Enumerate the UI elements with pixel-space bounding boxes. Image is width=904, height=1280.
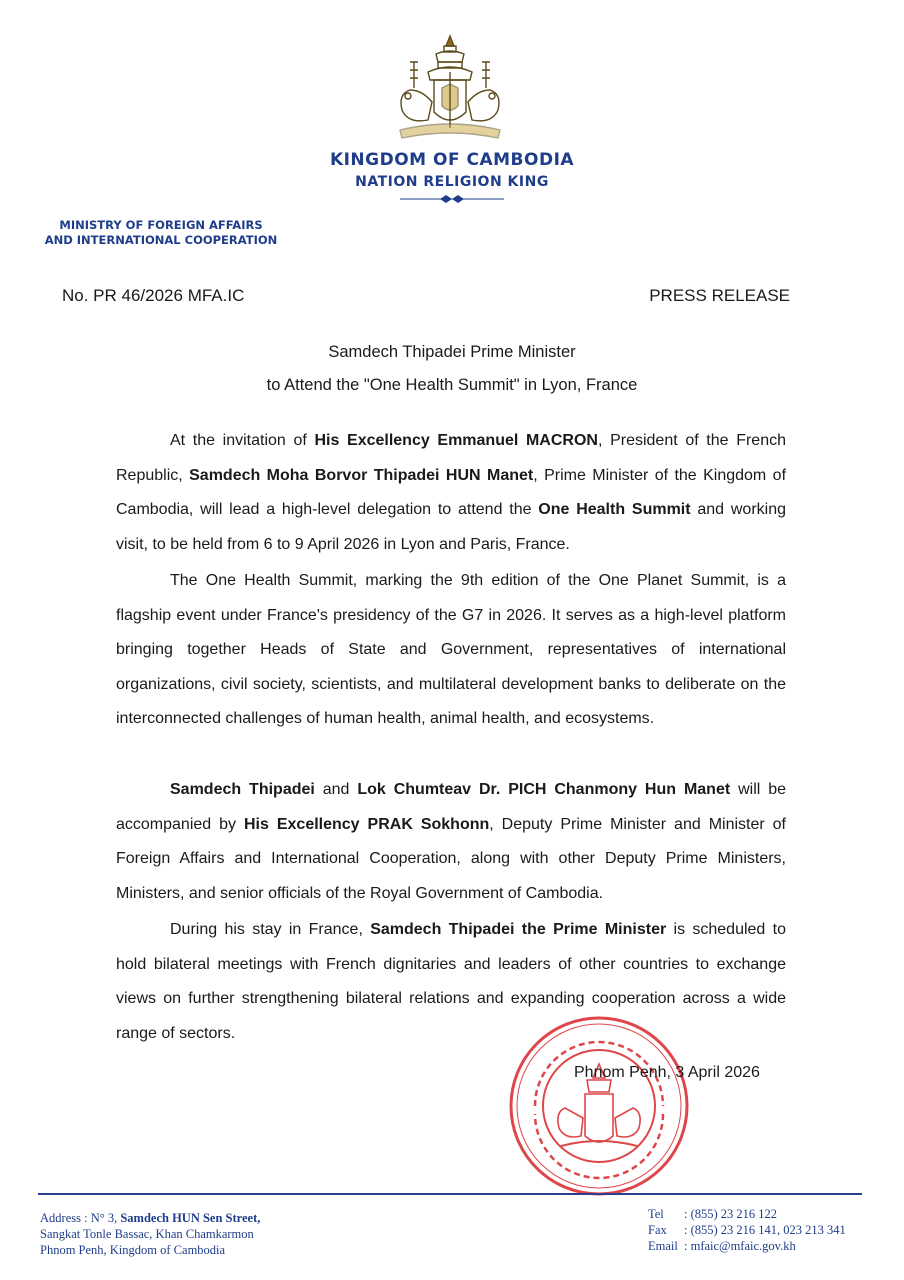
email-value[interactable]: : mfaic@mfaic.gov.kh xyxy=(684,1239,796,1253)
paragraph-4: During his stay in France, Samdech Thipadei the Prime Minister is scheduled to hold bilateral meetings with French dignitaries and leaders of other countries to exchange views on further strengthening bilateral relations and expanding cooperation across a wide range of sectors. xyxy=(116,921,786,1042)
paragraph-1: At the invitation of His Excellency Emmanuel MACRON, President of the French Republic, Samdech Moha Borvor Thipadei HUN Manet, Prime Minister of the Kingdom of Cambodia, will lead a high-level delegation to attend the One Health Summit and working visit, to be held from 6 to 9 April 2026 in Lyon and Paris, France. xyxy=(116,432,787,553)
bold-event: One Health Summit xyxy=(538,501,691,518)
official-seal-stamp xyxy=(505,1012,693,1200)
bold-name: Lok Chumteav Dr. PICH Chanmony Hun Manet xyxy=(357,781,731,798)
national-motto: NATION RELIGION KING xyxy=(355,174,549,190)
bold-name: His Excellency Emmanuel MACRON xyxy=(314,432,598,449)
bold-name: His Excellency PRAK Sokhonn xyxy=(244,815,490,833)
footer-contact xyxy=(648,1206,846,1254)
coat-of-arms-emblem xyxy=(388,32,512,142)
bold-name: Samdech Moha Borvor Thipadei HUN Manet xyxy=(189,466,534,484)
tel-label: Tel xyxy=(648,1207,664,1221)
fax-value: : (855) 23 216 141, 023 213 341 xyxy=(684,1223,846,1237)
place-and-date: Phnom Penh, 3 April 2026 xyxy=(574,1064,760,1081)
email-label: Email xyxy=(648,1239,678,1253)
paragraph-2: The One Health Summit, marking the 9th edition of the One Planet Summit, is a flagship event under France's presidency of the G7 in 2026. It serves as a high-level platform bringing together Heads of State and Government, representatives of international organizations, civil society, scientists, and multilateral development banks to deliberate on the interconnected challenges of human health, animal health, and ecosystems. xyxy=(116,572,786,727)
title-line2: to Attend the "One Health Summit" in Lyon, France xyxy=(266,376,638,394)
ministry-name-line1: MINISTRY OF FOREIGN AFFAIRS xyxy=(59,218,263,232)
reference-number: No. PR 46/2026 MFA.IC xyxy=(62,286,245,305)
country-heading: KINGDOM OF CAMBODIA xyxy=(329,150,575,170)
tel-value: : (855) 23 216 122 xyxy=(684,1207,778,1221)
paragraph-3: Samdech Thipadei and Lok Chumteav Dr. PICH Chanmony Hun Manet will be accompanied by His Excellency PRAK Sokhonn, Deputy Prime Minister and Minister of Foreign Affairs and International Cooperation, along with other Deputy Prime Ministers, Ministers, and senior officials of the Royal Government of Cambodia. xyxy=(116,781,787,902)
title-line1: Samdech Thipadei Prime Minister xyxy=(328,343,576,361)
ornament-divider xyxy=(400,192,504,206)
footer-address: Address : N° 3, Samdech HUN Sen Street, Sangkat Tonle Bassac, Khan Chamkarmon Phnom Penh, Kingdom of Cambodia xyxy=(40,1211,261,1257)
bold-name: Samdech Thipadei xyxy=(170,781,315,798)
ministry-name-line2: AND INTERNATIONAL COOPERATION xyxy=(44,233,278,247)
fax-label: Fax xyxy=(648,1223,667,1237)
document-type: PRESS RELEASE xyxy=(649,286,790,305)
bold-name: Samdech Thipadei the Prime Minister xyxy=(370,921,667,938)
footer-divider xyxy=(38,1193,862,1195)
